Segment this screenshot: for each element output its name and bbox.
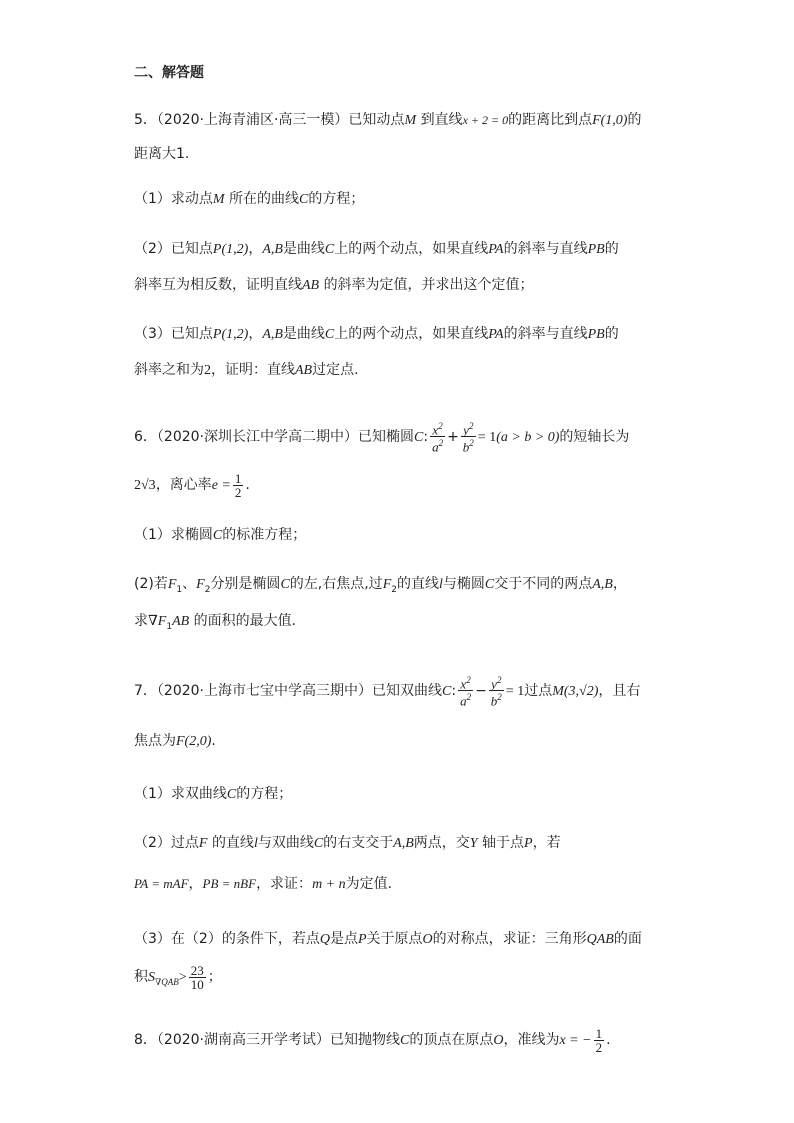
q5-part2-line1: （2）已知点P(1,2)，A,B是曲线C上的两个动点，如果直线PA的斜率与直线PB的 [134,241,619,257]
q5-part2-line2: 斜率互为相反数，证明直线AB 的斜率为定值，并求出这个定值； [134,277,534,293]
q5-line2: 距离大1. [134,146,190,162]
q7-part2-line1: （2）过点F 的直线l与双曲线C的右支交于A,B两点，交Y 轴于点P，若 [134,835,561,851]
q7-line2: 焦点为F(2,0). [134,733,216,749]
q7-part3-line1: （3）在（2）的条件下，若点Q是点P关于原点O的对称点，求证：三角形QAB的面 [134,931,642,947]
q7-part3-line2: 积$S_{\nabla QAB}>$ $\frac{23}{10}$ ； [134,962,222,992]
q7-part1: （1）求双曲线C的方程； [134,786,293,802]
q8-line1: 8．（2020·湖南高三开学考试）已知抛物线C的顶点在原点O，准线为x = − $\frac{1}{2}$ . [134,1025,611,1055]
q7-part2-line2: PA = mAF，PB = nBF，求证：m + n为定值. [134,876,393,892]
fraction-one-half: $\frac{1}{2}$ [234,470,242,500]
q6-part1: （1）求椭圆C的标准方程； [134,527,307,543]
q5-line1: 5．（2020·上海青浦区·高三一模）已知动点M 到直线x + 2 = 0的距离比到点F(1,0)的 [134,112,642,128]
fraction-one-half-q8: $\frac{1}{2}$ [595,1025,603,1055]
q6-part2-line1: (2)若$F_1$、$F_2$分别是椭圆C的左,右焦点,过$F_2$的直线l与椭圆C交于不同的两点A,B， [134,576,627,595]
q6-part2-line2: 求$\nabla F_1AB$ 的面积的最大值. [134,613,297,632]
q7-line1: 7．（2020·上海市七宝中学高三期中）已知双曲线C: $\frac{x^2}{a^2}$ − $\frac{y^2}{b^2}$ = 1过点M(3,√2)，且右 [134,675,641,709]
q6-line2: 2√3，离心率e = $\frac{1}{2}$ . [134,470,250,500]
q5-part3-line1: （3）已知点P(1,2)，A,B是曲线C上的两个动点，如果直线PA的斜率与直线PB的 [134,326,619,342]
fraction-y2-b2: $\frac{y^2}{b^2}$ [462,421,474,455]
section-title: 二、解答题 [134,65,204,81]
q5-part1: （1）求动点M 所在的曲线C的方程； [134,191,365,207]
q6-line1: 6．（2020·深圳长江中学高二期中）已知椭圆C: $\frac{x^2}{a^2}$ + $\frac{y^2}{b^2}$ = 1(a > b > 0)的短轴长为 [134,421,630,455]
fraction-x2-a2: $\frac{x^2}{a^2}$ [432,421,444,455]
q5-part3-line2: 斜率之和为2，证明：直线AB过定点. [134,362,359,378]
fraction-23-10: $\frac{23}{10}$ [190,962,204,992]
